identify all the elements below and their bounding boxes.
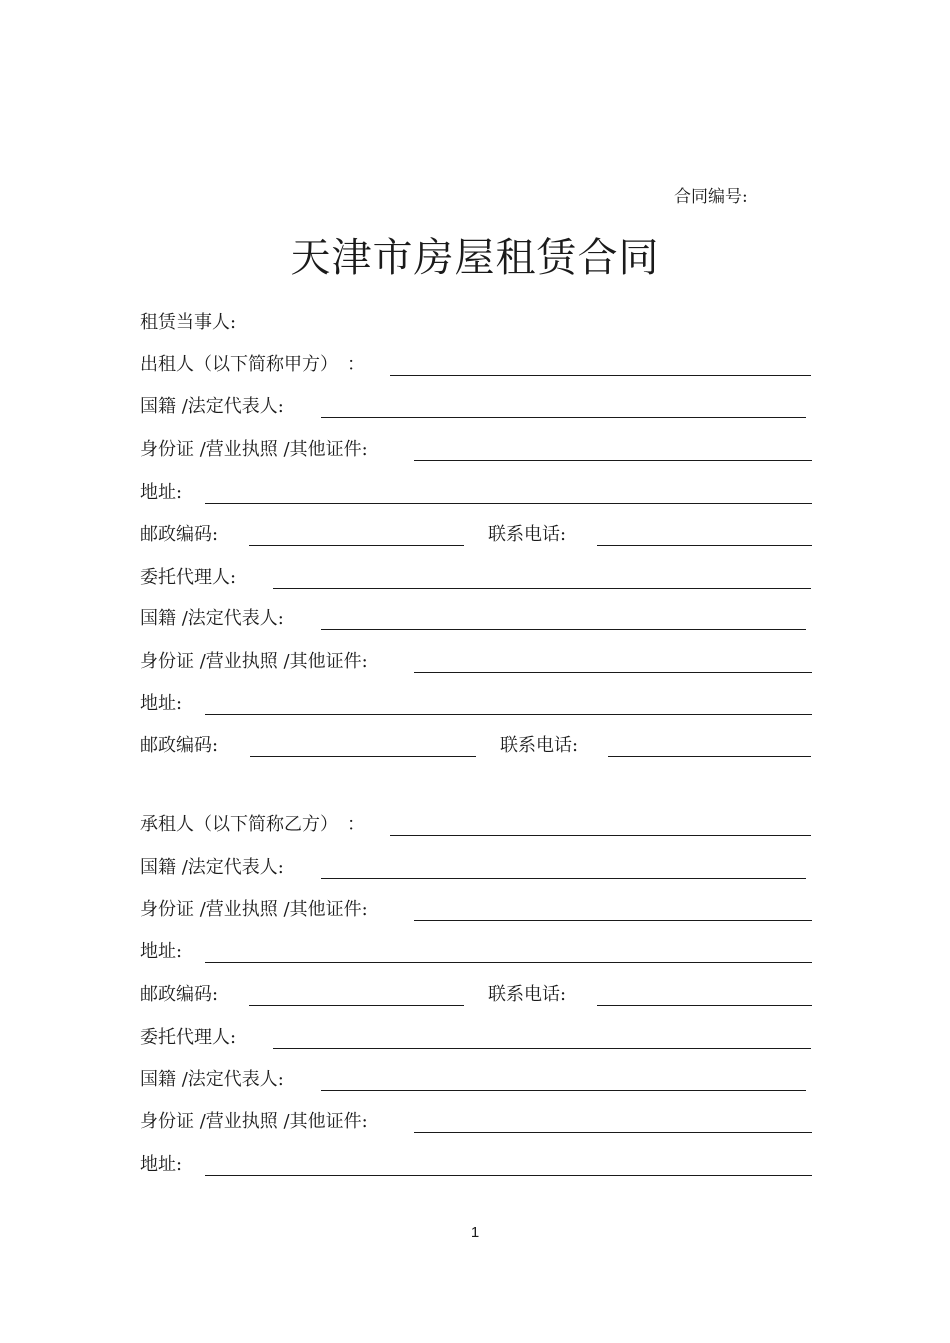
lessee-postal-label: 邮政编码: [140, 984, 219, 1005]
lessee-agent-address-label: 地址: [140, 1154, 183, 1175]
lessor-nationality-label: 国籍 /法定代表人: [140, 396, 284, 417]
lessor-agent-nationality-row [0, 607, 950, 637]
lessee-agent-id-row [0, 1110, 950, 1140]
lessee-id-line[interactable] [414, 920, 812, 921]
lessor-id-line[interactable] [414, 460, 812, 461]
lessor-agent-contact-row [0, 734, 950, 764]
lessee-agent-nationality-label: 国籍 /法定代表人: [140, 1069, 284, 1090]
lessor-agent-address-row [0, 692, 950, 722]
lessor-input-line[interactable] [390, 375, 811, 376]
lessee-nationality-row [0, 856, 950, 886]
lessee-agent-address-row [0, 1153, 950, 1183]
lessor-address-line[interactable] [205, 503, 812, 504]
lessor-address-label: 地址: [140, 482, 183, 503]
lessor-agent-postal-line[interactable] [250, 756, 476, 757]
lessor-postal-label: 邮政编码: [140, 524, 219, 545]
lessor-id-row [0, 438, 950, 468]
lessee-agent-nationality-line[interactable] [321, 1090, 806, 1091]
parties-label: 租赁当事人: [140, 312, 237, 333]
lessor-phone-label: 联系电话: [488, 524, 567, 545]
lessee-nationality-label: 国籍 /法定代表人: [140, 857, 284, 878]
lessor-agent-id-label: 身份证 /营业执照 /其他证件: [140, 651, 368, 672]
lessor-row [0, 353, 950, 383]
lessor-agent-phone-label: 联系电话: [500, 735, 579, 756]
lessee-agent-line[interactable] [273, 1048, 811, 1049]
lessor-agent-nationality-label: 国籍 /法定代表人: [140, 608, 284, 629]
lessor-id-label: 身份证 /营业执照 /其他证件: [140, 439, 368, 460]
lessor-agent-id-row [0, 650, 950, 680]
lessor-contact-row [0, 523, 950, 553]
lessee-agent-id-label: 身份证 /营业执照 /其他证件: [140, 1111, 368, 1132]
lessor-agent-address-label: 地址: [140, 693, 183, 714]
lessor-nationality-row [0, 395, 950, 425]
lessee-contact-row [0, 983, 950, 1013]
lessee-postal-line[interactable] [249, 1005, 464, 1006]
document-title: 天津市房屋租赁合同 [290, 235, 660, 281]
lessee-label: 承租人（以下简称乙方） ： [140, 814, 365, 835]
lessee-phone-label: 联系电话: [488, 984, 567, 1005]
lessor-postal-line[interactable] [249, 545, 464, 546]
lessee-agent-address-line[interactable] [205, 1175, 812, 1176]
lessee-phone-line[interactable] [597, 1005, 812, 1006]
lessee-address-line[interactable] [205, 962, 812, 963]
lessee-input-line[interactable] [390, 835, 811, 836]
lessor-agent-label: 委托代理人: [140, 567, 237, 588]
lessee-id-label: 身份证 /营业执照 /其他证件: [140, 899, 368, 920]
lessee-row [0, 813, 950, 843]
lessor-agent-row [0, 566, 950, 596]
lessor-agent-address-line[interactable] [205, 714, 812, 715]
lessor-agent-postal-label: 邮政编码: [140, 735, 219, 756]
contract-number-label: 合同编号: [674, 187, 748, 207]
lessee-nationality-line[interactable] [321, 878, 806, 879]
lessee-agent-nationality-row [0, 1068, 950, 1098]
lessor-nationality-line[interactable] [321, 417, 806, 418]
lessor-label: 出租人（以下简称甲方） ： [140, 354, 365, 375]
parties-row [0, 311, 950, 341]
lessee-agent-label: 委托代理人: [140, 1027, 237, 1048]
lessor-agent-line[interactable] [273, 588, 811, 589]
lessor-phone-line[interactable] [597, 545, 812, 546]
lessor-agent-id-line[interactable] [414, 672, 812, 673]
lessor-agent-phone-line[interactable] [608, 756, 811, 757]
lessee-agent-row [0, 1026, 950, 1056]
page-number: 1 [470, 1224, 480, 1241]
lessor-address-row [0, 481, 950, 511]
lessee-agent-id-line[interactable] [414, 1132, 812, 1133]
lessee-address-label: 地址: [140, 941, 183, 962]
lessee-id-row [0, 898, 950, 928]
lessee-address-row [0, 940, 950, 970]
lessor-agent-nationality-line[interactable] [321, 629, 806, 630]
